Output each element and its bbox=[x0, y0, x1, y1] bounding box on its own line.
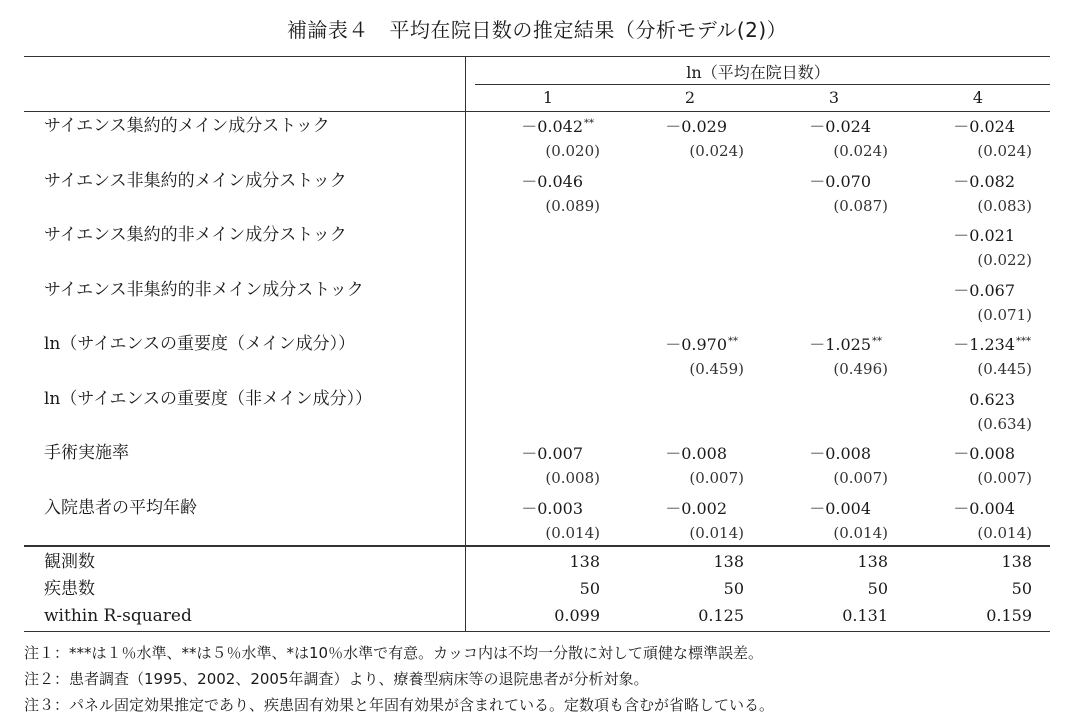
stats-value: 50 bbox=[1011, 579, 1032, 598]
standard-error-cell: (0.014) bbox=[833, 523, 888, 542]
stats-value: 50 bbox=[579, 579, 600, 598]
row-label: サイエンス集約的メイン成分ストック bbox=[44, 116, 330, 136]
row-label: ln（サイエンスの重要度（メイン成分）） bbox=[44, 334, 356, 354]
stats-value: 0.159 bbox=[986, 606, 1032, 625]
stats-value: 0.099 bbox=[554, 606, 600, 625]
stats-value: 138 bbox=[1001, 552, 1032, 571]
standard-error-cell: (0.083) bbox=[977, 196, 1032, 215]
stats-value: 138 bbox=[713, 552, 744, 571]
coefficient-value: －0.024 bbox=[809, 117, 871, 136]
note-line: 注１：***は１％水準、**は５％水準、*は10％水準で有意。カッコ内は不均一分散に対して頑健な標準誤差。 bbox=[24, 644, 763, 662]
standard-error-cell: (0.459) bbox=[689, 360, 744, 378]
stats-value: 0.131 bbox=[842, 606, 888, 625]
standard-error-cell: (0.024) bbox=[689, 142, 744, 160]
label-column-divider bbox=[465, 56, 466, 632]
coefficient-value: －0.067 bbox=[953, 280, 1015, 300]
coefficient-value: －0.021 bbox=[953, 226, 1015, 245]
coefficient-value: －1.025 bbox=[809, 335, 871, 354]
coefficient-cell bbox=[902, 117, 1032, 137]
row-label: サイエンス非集約的非メイン成分ストック bbox=[44, 279, 364, 300]
row-label: ln（サイエンスの重要度（非メイン成分）） bbox=[44, 388, 373, 409]
header-rule bbox=[24, 111, 1050, 112]
standard-error-cell: (0.089) bbox=[545, 196, 600, 215]
row-label: サイエンス非集約的メイン成分ストック bbox=[44, 170, 347, 191]
coefficient-value: －0.008 bbox=[809, 444, 871, 463]
standard-error-cell: (0.008) bbox=[545, 469, 600, 487]
coefficient-cell bbox=[470, 499, 600, 519]
coefficient-value: －0.004 bbox=[809, 498, 871, 518]
standard-error-cell: (0.014) bbox=[977, 523, 1032, 542]
coefficient-cell bbox=[902, 281, 1032, 301]
standard-error-cell: (0.020) bbox=[545, 142, 600, 160]
coefficient-cell bbox=[758, 117, 888, 137]
dependent-variable-header: ln（平均在院日数） bbox=[686, 63, 830, 82]
standard-error-cell: (0.014) bbox=[545, 523, 600, 542]
row-label: 手術実施率 bbox=[44, 443, 129, 463]
stats-label: 観測数 bbox=[44, 552, 95, 572]
coefficient-value: －0.002 bbox=[665, 498, 727, 518]
stats-value: 138 bbox=[569, 552, 600, 571]
coefficient-cell bbox=[614, 499, 744, 519]
coefficient-cell: －0.970** bbox=[665, 335, 738, 354]
coefficient-cell: －1.025** bbox=[809, 335, 882, 354]
coefficient-value: －0.008 bbox=[953, 444, 1015, 463]
top-rule bbox=[24, 56, 1050, 57]
column-header-4: 4 bbox=[972, 88, 984, 107]
column-header-3: 3 bbox=[828, 88, 840, 107]
stats-value: 50 bbox=[867, 579, 888, 598]
coefficient-value: －1.234 bbox=[953, 335, 1015, 354]
coefficient-value: －0.070 bbox=[809, 171, 871, 191]
standard-error-cell: (0.024) bbox=[977, 142, 1032, 160]
coefficient-value: －0.046 bbox=[521, 171, 583, 191]
coefficient-value: －0.003 bbox=[521, 498, 583, 518]
standard-error-cell: (0.007) bbox=[977, 469, 1032, 487]
row-label: サイエンス集約的非メイン成分ストック bbox=[44, 225, 347, 245]
stats-label: within R-squared bbox=[44, 606, 192, 626]
stats-value: 50 bbox=[723, 579, 744, 598]
coefficient-cell bbox=[902, 390, 1032, 410]
coefficient-cell bbox=[758, 499, 888, 519]
coefficient-value: －0.029 bbox=[665, 117, 727, 136]
coefficient-value: －0.082 bbox=[953, 171, 1015, 191]
stats-label: 疾患数 bbox=[44, 579, 95, 599]
coefficient-cell bbox=[758, 444, 888, 464]
coefficient-value: 0.623 bbox=[969, 389, 1015, 409]
stats-value: 138 bbox=[857, 552, 888, 571]
coefficient-value: －0.004 bbox=[953, 498, 1015, 518]
note-line: 注２：患者調査（1995、2002、2005年調査）より、療養型病床等の退院患者が分析対象。 bbox=[24, 670, 649, 688]
coefficient-cell bbox=[470, 172, 600, 192]
coefficient-cell bbox=[758, 172, 888, 192]
stats-value: 0.125 bbox=[698, 606, 744, 625]
standard-error-cell: (0.445) bbox=[977, 360, 1032, 378]
column-header-2: 2 bbox=[684, 88, 696, 107]
standard-error-cell: (0.007) bbox=[689, 469, 744, 487]
standard-error-cell: (0.024) bbox=[833, 142, 888, 160]
standard-error-cell: (0.087) bbox=[833, 196, 888, 215]
coefficient-cell bbox=[902, 172, 1032, 192]
coefficient-cell bbox=[614, 444, 744, 464]
table-title: 補論表４ 平均在院日数の推定結果（分析モデル(2)） bbox=[286, 18, 788, 42]
coefficient-value: －0.007 bbox=[521, 444, 583, 463]
standard-error-cell: (0.496) bbox=[833, 360, 888, 378]
stats-rule bbox=[24, 545, 1050, 547]
coefficient-cell bbox=[902, 499, 1032, 519]
coefficient-cell bbox=[470, 444, 600, 464]
column-header-1: 1 bbox=[542, 88, 554, 107]
standard-error-cell: (0.071) bbox=[977, 305, 1032, 324]
standard-error-cell: (0.007) bbox=[833, 469, 888, 487]
coefficient-value: －0.970 bbox=[665, 335, 727, 354]
standard-error-cell: (0.634) bbox=[977, 414, 1032, 433]
coefficient-cell: －1.234*** bbox=[953, 335, 1031, 354]
bottom-rule bbox=[24, 631, 1050, 632]
coefficient-cell bbox=[902, 226, 1032, 246]
coefficient-value: －0.042 bbox=[521, 117, 583, 136]
standard-error-cell: (0.022) bbox=[977, 251, 1032, 269]
coefficient-cell bbox=[902, 444, 1032, 464]
standard-error-cell: (0.014) bbox=[689, 523, 744, 542]
note-line: 注３：パネル固定効果推定であり、疾患固有効果と年固有効果が含まれている。定数項も含むが省略している。 bbox=[24, 696, 775, 714]
coefficient-cell: －0.042** bbox=[521, 117, 594, 136]
group-header-rule bbox=[475, 84, 1050, 85]
coefficient-value: －0.008 bbox=[665, 444, 727, 463]
coefficient-cell bbox=[614, 117, 744, 137]
coefficient-value: －0.024 bbox=[953, 117, 1015, 136]
row-label: 入院患者の平均年齢 bbox=[44, 497, 197, 518]
